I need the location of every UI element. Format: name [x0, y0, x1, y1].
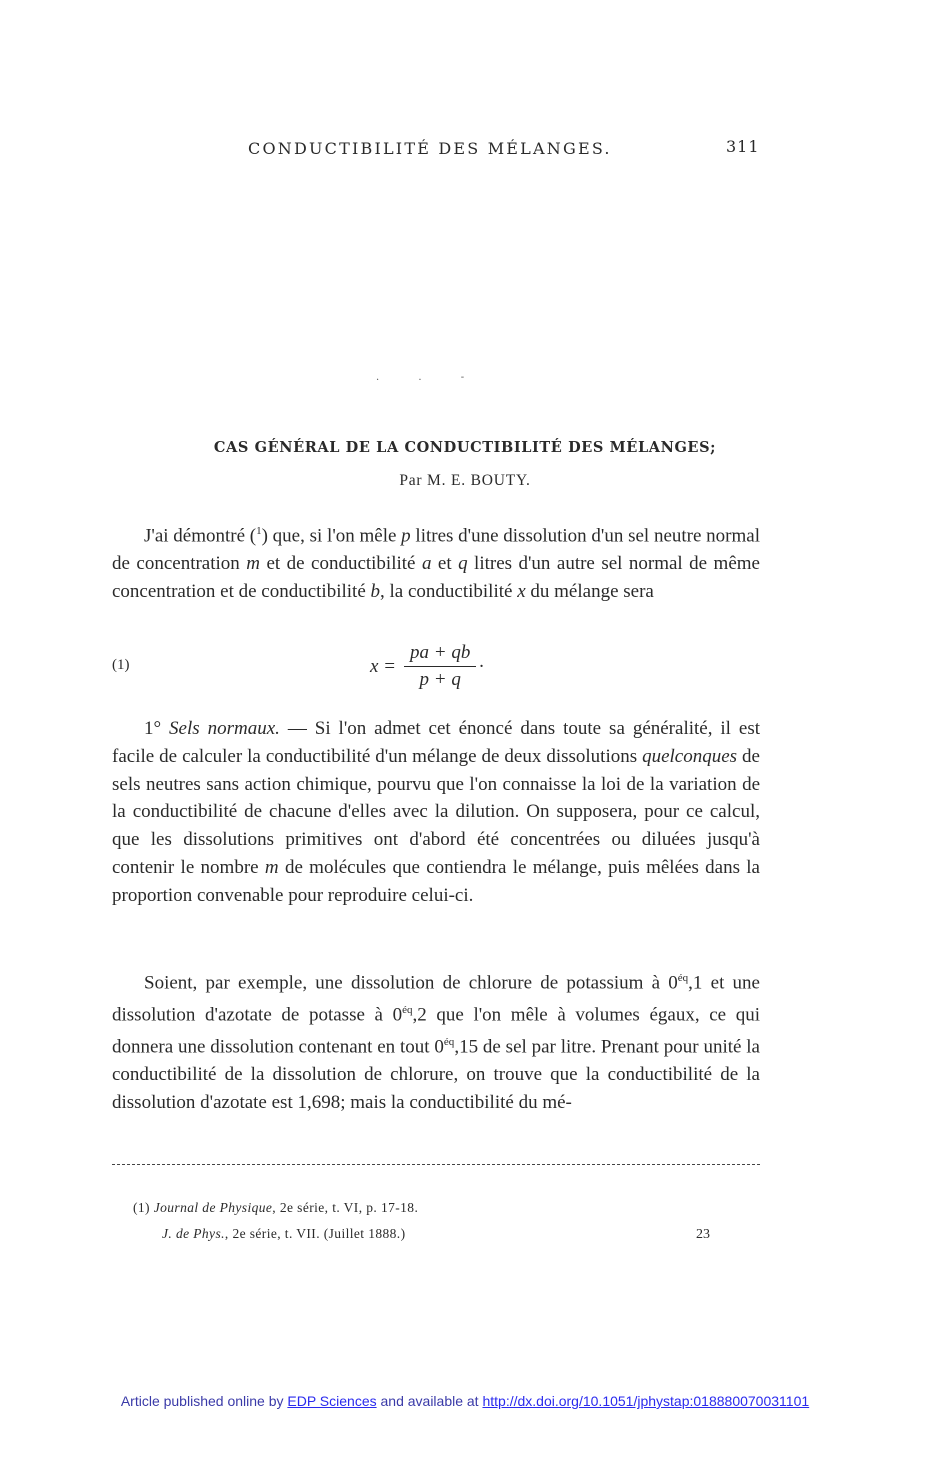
text-run: ) que, si l'on mêle: [261, 525, 402, 547]
footnote-rule: [112, 1164, 760, 1165]
equation-number: (1): [112, 657, 130, 673]
variable-m: m: [264, 856, 279, 878]
footnote-text: , 2e série, t. VI, p. 17-18.: [272, 1200, 419, 1215]
superscript: éq: [443, 1036, 455, 1049]
equation-fraction: [404, 642, 476, 691]
signature-mark: 23: [696, 1227, 710, 1242]
superscript: éq: [677, 972, 689, 984]
article-title: CAS GÉNÉRAL DE LA CONDUCTIBILITÉ DES MÉLANGES;: [213, 439, 717, 456]
text-run: , la conductibilité: [380, 580, 518, 602]
equation: [370, 642, 485, 691]
text-run: de sels neutres sans action chimique, pourvu que l'on connaisse la loi de la variation de la conductibilité de chacune d'elles avec la dilution. On supposera, pour ce calcul, que les dissolutions primitives ont d'abord été concentrées ou diluées jusqu'à contenir le nombre: [112, 745, 760, 878]
variable-x: x: [517, 580, 526, 602]
running-head: CONDUCTIBILITÉ DES MÉLANGES.: [248, 139, 612, 158]
emphasis: quelconques: [642, 745, 738, 767]
paragraph-sels-normaux: [112, 715, 760, 910]
footnote-marker: (1): [133, 1200, 154, 1215]
journal-name: Journal de Physique: [153, 1200, 273, 1215]
article-author: Par M. E. BOUTY.: [399, 472, 531, 489]
text-run: litres d'un autre sel normal de même concentration et de conductibilité: [112, 553, 760, 602]
paragraph-intro: [112, 518, 760, 606]
text-run: litres d'une dissolution d'un sel neutre normal de concentration: [112, 525, 760, 575]
text-run: de molécules que contiendra le mélange, puis mêlées dans la proportion convenable pour reproduire celui-ci.: [112, 856, 760, 906]
footer-text: and available at: [376, 1393, 483, 1409]
equation-numerator: pa + qb: [404, 642, 476, 667]
text-run: 1°: [144, 718, 170, 739]
footnote-1: [133, 1200, 418, 1216]
variable-q: q: [458, 553, 468, 575]
journal-name: J. de Phys.: [162, 1226, 225, 1241]
footer-text: Article published online by: [120, 1393, 288, 1409]
text-run: et: [431, 553, 459, 575]
variable-p: p: [401, 525, 411, 547]
text-run: ,15 de sel par litre. Prenant pour unité la conductibilité de la dissolution de chlorure, on trouve que la conductibilité de la dissolution d'azotate est 1,698; mais la conductibilité du mé-: [112, 1036, 760, 1114]
text-run: Soient, par exemple, une dissolution de chlorure de potassium à 0: [144, 972, 678, 994]
publisher-footer: [0, 1393, 930, 1409]
page-number: 311: [726, 137, 760, 156]
footnote-ref: 1: [256, 525, 262, 537]
text-run: du mélange sera: [525, 580, 654, 602]
edp-sciences-link[interactable]: EDP Sciences: [287, 1393, 377, 1409]
paragraph-example: [112, 965, 760, 1117]
variable-a: a: [421, 553, 432, 575]
section-separator: . . -: [376, 372, 483, 383]
superscript: éq: [402, 1004, 413, 1017]
equation-end: ·: [478, 655, 485, 677]
equation-denominator: p + q: [419, 669, 461, 690]
text-run: — Si l'on admet cet énoncé dans toute sa généralité, il est facile de calculer la conductibilité d'un mélange de deux dissolutions: [112, 718, 760, 767]
equation-lhs: x =: [370, 655, 397, 677]
variable-m: m: [246, 553, 260, 575]
text-run: ,1 et une dissolution d'azotate de potasse à 0: [112, 972, 760, 1026]
section-heading: Sels normaux.: [169, 718, 280, 739]
variable-b: b: [370, 580, 381, 602]
doi-link[interactable]: http://dx.doi.org/10.1051/jphystap:018880070031101: [482, 1393, 810, 1409]
footnote-text: , 2e série, t. VII. (Juillet 1888.): [224, 1226, 406, 1241]
text-run: ,2 que l'on mêle à volumes égaux, ce qui donnera une dissolution contenant en tout 0: [112, 1004, 760, 1058]
text-run: et de conductibilité: [259, 553, 422, 575]
footnote-2: [162, 1226, 405, 1242]
text-run: J'ai démontré (: [144, 525, 257, 547]
